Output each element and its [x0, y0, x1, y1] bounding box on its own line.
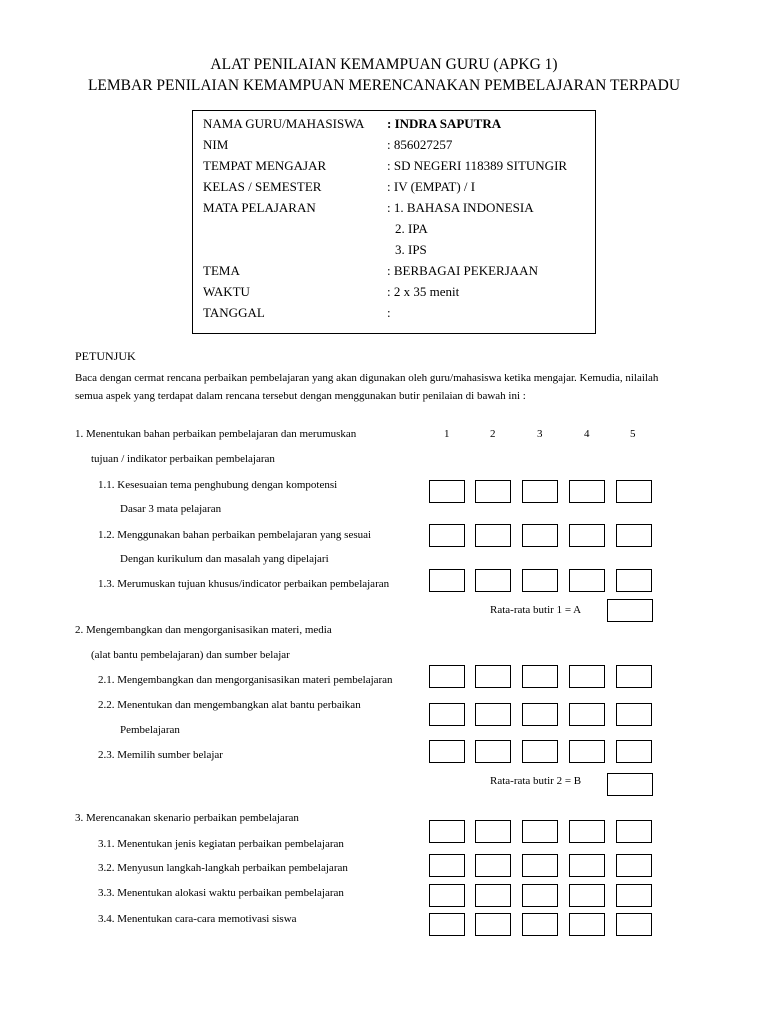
- mapel-value-3: 3. IPS: [395, 242, 427, 257]
- score-box-2-3-2[interactable]: [475, 740, 511, 763]
- score-box-2-2-1[interactable]: [429, 703, 465, 726]
- score-box-2-1-3[interactable]: [522, 665, 558, 688]
- score-box-1-1-2[interactable]: [475, 480, 511, 503]
- item-3-3: 3.3. Menentukan alokasi waktu perbaikan pembelajaran: [98, 887, 344, 899]
- tempat-value: : SD NEGERI 118389 SITUNGIR: [387, 158, 568, 173]
- score-box-3-1-4[interactable]: [569, 820, 605, 843]
- score-box-1-2-5[interactable]: [616, 524, 652, 547]
- section3-title: 3. Merencanakan skenario perbaikan pembelajaran: [75, 812, 299, 824]
- kelas-value: : IV (EMPAT) / I: [387, 179, 476, 194]
- document-title: ALAT PENILAIAN KEMAMPUAN GURU (APKG 1): [210, 56, 558, 73]
- item-1-1-cont: Dasar 3 mata pelajaran: [120, 503, 222, 515]
- item-2-2-cont: Pembelajaran: [120, 724, 180, 736]
- petunjuk-heading: PETUNJUK: [75, 349, 136, 363]
- item-2-2: 2.2. Menentukan dan mengembangkan alat bantu perbaikan: [98, 699, 361, 711]
- average-1-box[interactable]: [607, 599, 653, 622]
- waktu-value: : 2 x 35 menit: [387, 284, 460, 299]
- score-box-3-3-2[interactable]: [475, 884, 511, 907]
- score-box-3-2-4[interactable]: [569, 854, 605, 877]
- nim-value: : 856027257: [387, 137, 453, 152]
- scale-label-1: 1: [444, 428, 450, 440]
- score-box-1-1-5[interactable]: [616, 480, 652, 503]
- item-3-1: 3.1. Menentukan jenis kegiatan perbaikan pembelajaran: [98, 838, 344, 850]
- score-box-3-1-5[interactable]: [616, 820, 652, 843]
- scale-label-5: 5: [630, 428, 636, 440]
- score-box-3-4-5[interactable]: [616, 913, 652, 936]
- score-box-3-2-5[interactable]: [616, 854, 652, 877]
- petunjuk-text-1: Baca dengan cermat rencana perbaikan pembelajaran yang akan digunakan oleh guru/mahasiswa ketika mengajar. Kemudia, nilailah: [75, 372, 659, 384]
- score-box-1-2-4[interactable]: [569, 524, 605, 547]
- score-box-3-2-1[interactable]: [429, 854, 465, 877]
- petunjuk-text-2: semua aspek yang terdapat dalam rencana tersebut dengan menggunakan butir penilaian di bawah ini :: [75, 390, 526, 402]
- document-subtitle: LEMBAR PENILAIAN KEMAMPUAN MERENCANAKAN PEMBELAJARAN TERPADU: [87, 77, 681, 94]
- item-3-4: 3.4. Menentukan cara-cara memotivasi siswa: [98, 913, 297, 925]
- score-box-3-1-1[interactable]: [429, 820, 465, 843]
- item-1-3: 1.3. Merumuskan tujuan khusus/indicator perbaikan pembelajaran: [98, 578, 390, 590]
- item-2-1: 2.1. Mengembangkan dan mengorganisasikan materi pembelajaran: [98, 674, 393, 686]
- score-box-3-4-3[interactable]: [522, 913, 558, 936]
- score-box-2-2-2[interactable]: [475, 703, 511, 726]
- score-box-2-3-5[interactable]: [616, 740, 652, 763]
- score-box-1-3-1[interactable]: [429, 569, 465, 592]
- score-box-3-4-2[interactable]: [475, 913, 511, 936]
- score-box-3-3-1[interactable]: [429, 884, 465, 907]
- score-box-3-1-2[interactable]: [475, 820, 511, 843]
- score-box-3-3-4[interactable]: [569, 884, 605, 907]
- score-box-2-3-1[interactable]: [429, 740, 465, 763]
- score-box-1-3-4[interactable]: [569, 569, 605, 592]
- average-2-box[interactable]: [607, 773, 653, 796]
- score-box-1-2-1[interactable]: [429, 524, 465, 547]
- score-box-2-2-3[interactable]: [522, 703, 558, 726]
- section2-title-cont: (alat bantu pembelajaran) dan sumber belajar: [91, 649, 290, 661]
- score-box-1-3-5[interactable]: [616, 569, 652, 592]
- section1-title-cont: tujuan / indikator perbaikan pembelajaran: [91, 453, 275, 465]
- scale-label-3: 3: [537, 428, 543, 440]
- scale-label-4: 4: [584, 428, 590, 440]
- score-box-2-1-2[interactable]: [475, 665, 511, 688]
- score-box-3-3-5[interactable]: [616, 884, 652, 907]
- item-1-1: 1.1. Kesesuaian tema penghubung dengan kompotensi: [98, 479, 338, 491]
- score-box-1-2-3[interactable]: [522, 524, 558, 547]
- nim-label: NIM: [203, 137, 229, 152]
- score-box-3-4-4[interactable]: [569, 913, 605, 936]
- section2-title: 2. Mengembangkan dan mengorganisasikan materi, media: [75, 624, 332, 636]
- score-box-3-4-1[interactable]: [429, 913, 465, 936]
- score-box-2-1-4[interactable]: [569, 665, 605, 688]
- item-3-2: 3.2. Menyusun langkah-langkah perbaikan pembelajaran: [98, 862, 348, 874]
- score-box-2-2-4[interactable]: [569, 703, 605, 726]
- mapel-value-1: : 1. BAHASA INDONESIA: [387, 200, 534, 215]
- score-box-1-2-2[interactable]: [475, 524, 511, 547]
- score-box-2-1-5[interactable]: [616, 665, 652, 688]
- score-box-1-1-3[interactable]: [522, 480, 558, 503]
- tanggal-label: TANGGAL: [203, 305, 265, 320]
- score-box-1-1-1[interactable]: [429, 480, 465, 503]
- item-1-2: 1.2. Menggunakan bahan perbaikan pembelajaran yang sesuai: [98, 529, 372, 541]
- score-box-2-2-5[interactable]: [616, 703, 652, 726]
- kelas-label: KELAS / SEMESTER: [203, 179, 322, 194]
- score-box-2-3-3[interactable]: [522, 740, 558, 763]
- score-box-3-3-3[interactable]: [522, 884, 558, 907]
- tanggal-value: :: [387, 305, 391, 320]
- score-box-1-3-3[interactable]: [522, 569, 558, 592]
- score-box-2-1-1[interactable]: [429, 665, 465, 688]
- scale-label-2: 2: [490, 428, 496, 440]
- score-box-1-1-4[interactable]: [569, 480, 605, 503]
- score-box-1-3-2[interactable]: [475, 569, 511, 592]
- average-1-label: Rata-rata butir 1 = A: [490, 604, 582, 616]
- score-box-3-2-2[interactable]: [475, 854, 511, 877]
- score-box-2-3-4[interactable]: [569, 740, 605, 763]
- item-1-2-cont: Dengan kurikulum dan masalah yang dipelajari: [120, 553, 329, 565]
- waktu-label: WAKTU: [203, 284, 250, 299]
- nama-label: NAMA GURU/MAHASISWA: [203, 116, 365, 131]
- section1-title: 1. Menentukan bahan perbaikan pembelajaran dan merumuskan: [75, 428, 357, 440]
- nama-value: : INDRA SAPUTRA: [387, 116, 502, 131]
- score-box-3-1-3[interactable]: [522, 820, 558, 843]
- tempat-label: TEMPAT MENGAJAR: [203, 158, 327, 173]
- mapel-value-2: 2. IPA: [395, 221, 428, 236]
- tema-value: : BERBAGAI PEKERJAAN: [387, 263, 538, 278]
- score-box-3-2-3[interactable]: [522, 854, 558, 877]
- tema-label: TEMA: [203, 263, 240, 278]
- item-2-3: 2.3. Memilih sumber belajar: [98, 749, 223, 761]
- average-2-label: Rata-rata butir 2 = B: [490, 775, 582, 787]
- mapel-label: MATA PELAJARAN: [203, 200, 316, 215]
